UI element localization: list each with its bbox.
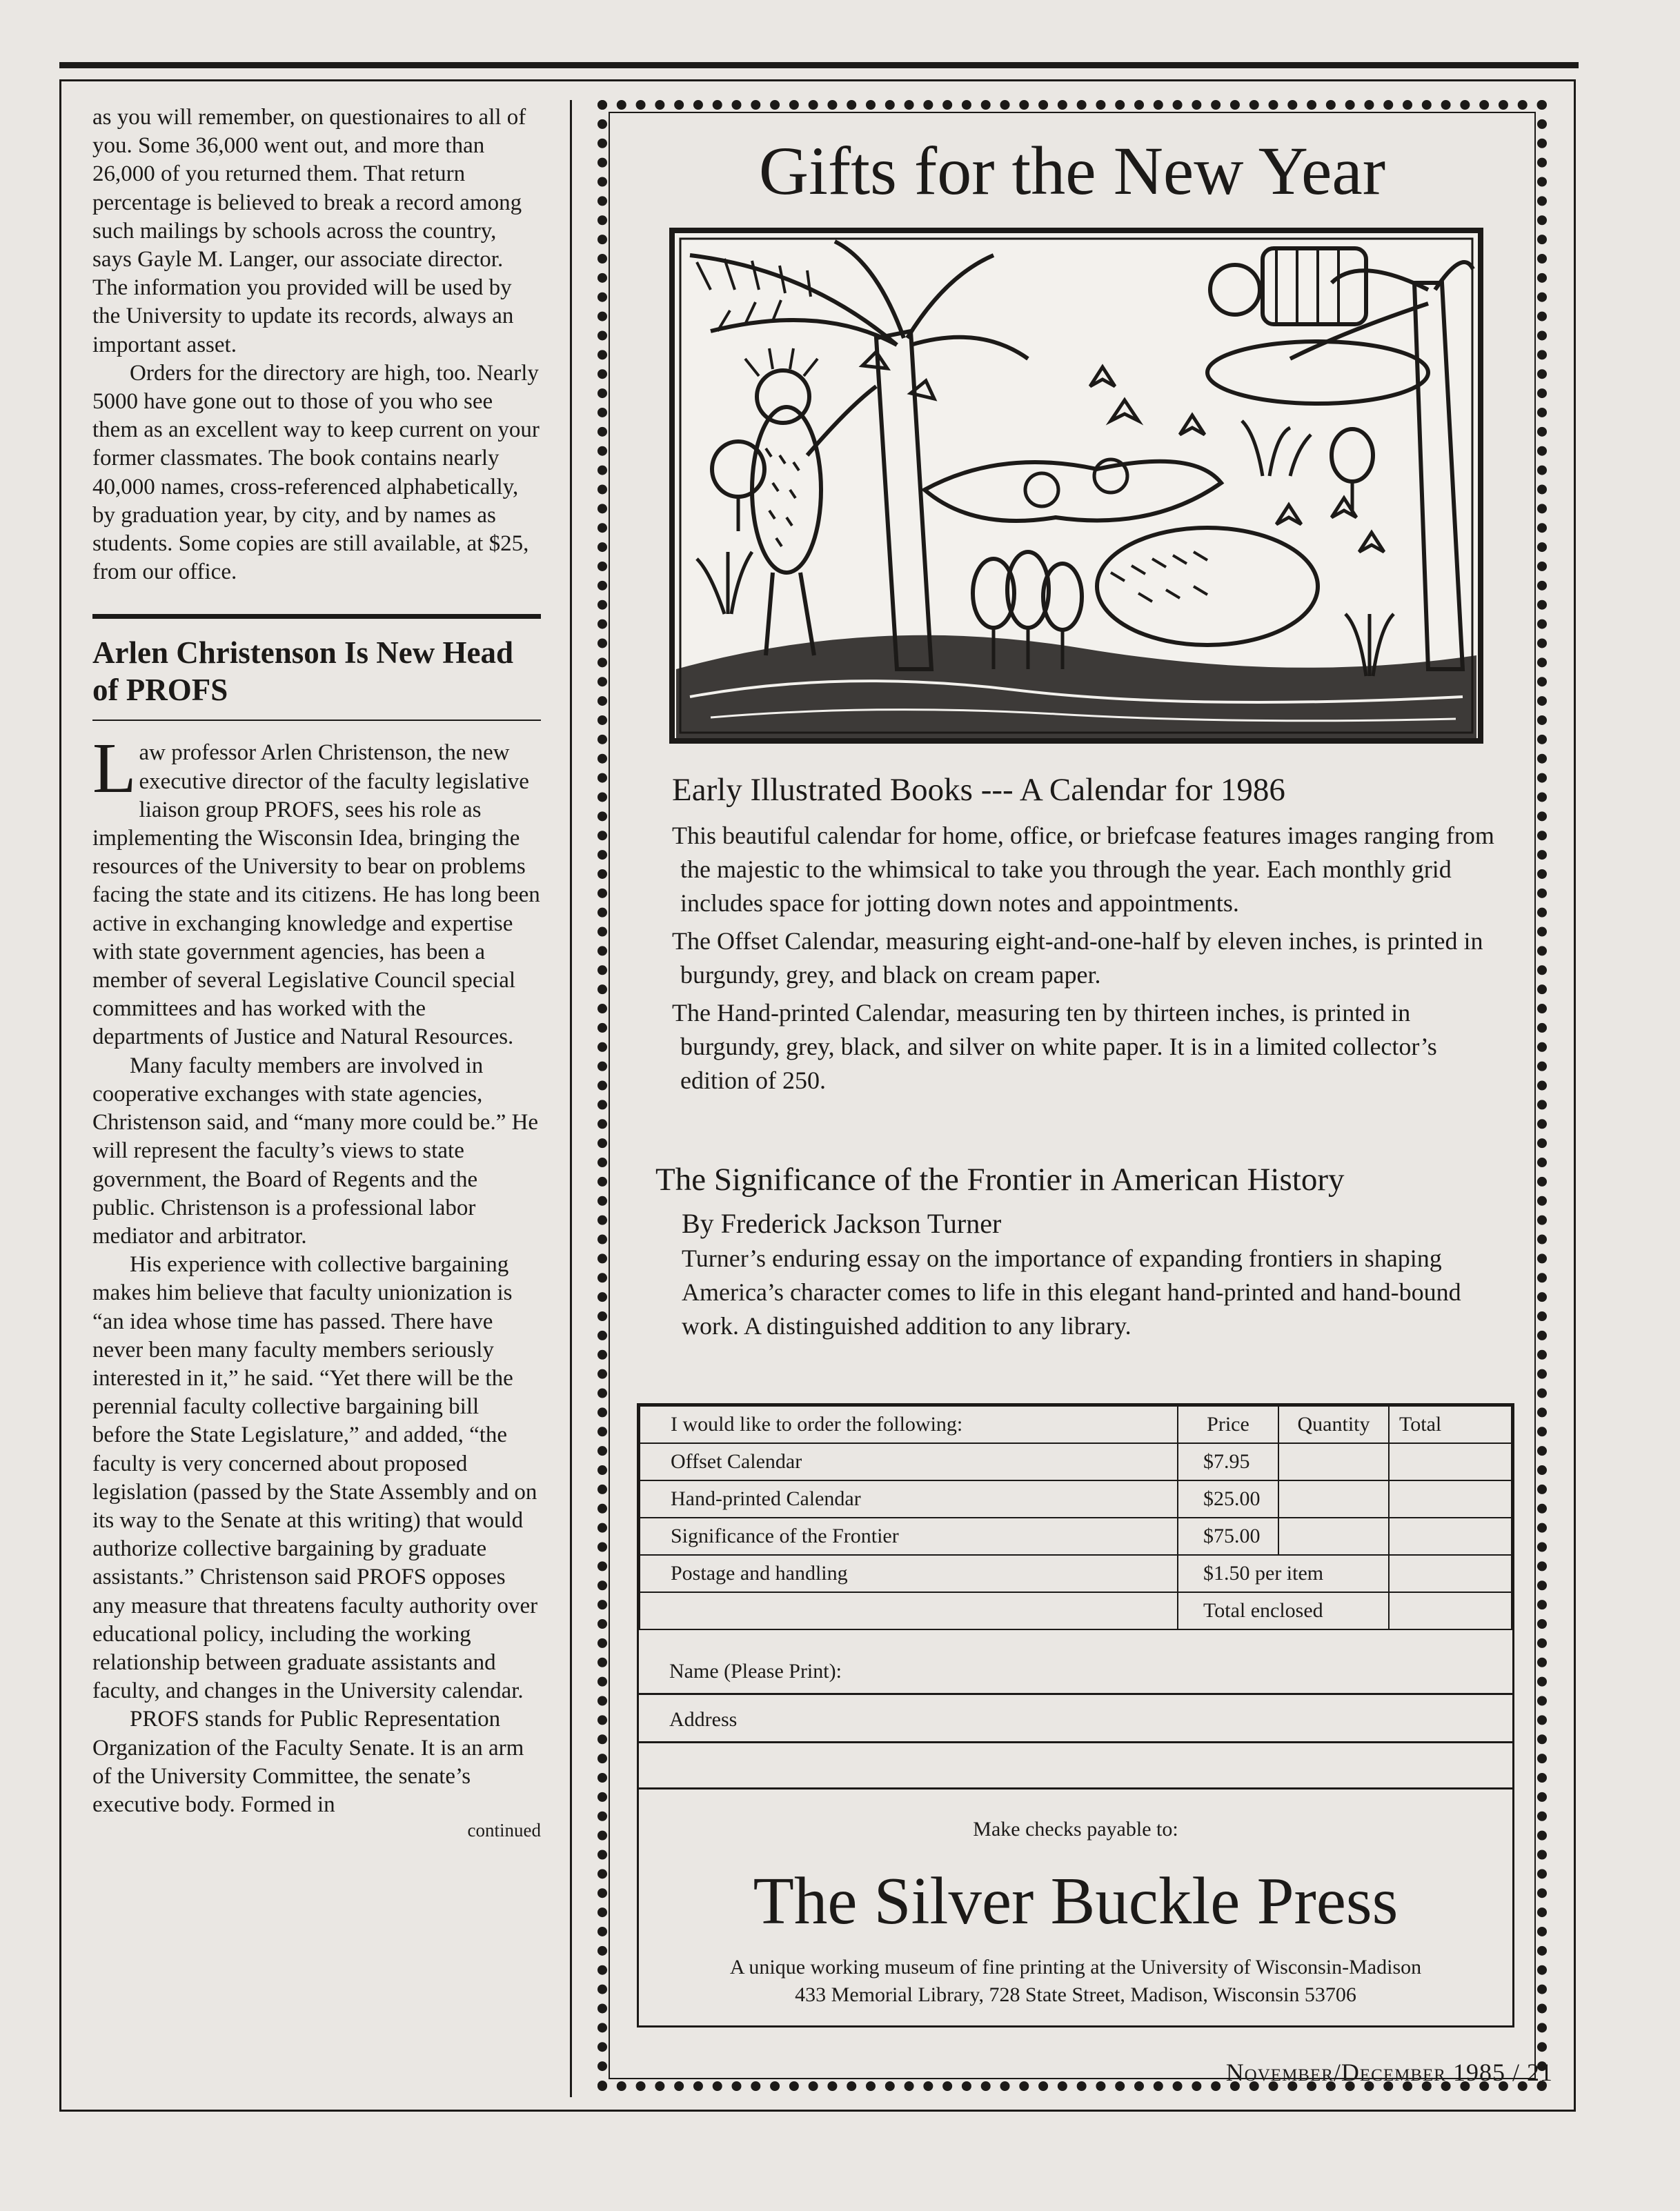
quantity-field[interactable] bbox=[1278, 1518, 1389, 1555]
article-paragraph-2: Many faculty members are involved in cooperative exchanges with state agencies, Christenson said, and “many more could be.” He will represent the faculty’s views to state government, the Board of Regents and the public. Christenson is a professional labor mediator and arbitrator. bbox=[92, 1053, 539, 1249]
total-field[interactable] bbox=[1389, 1518, 1512, 1555]
address-line-2[interactable] bbox=[639, 1743, 1512, 1787]
press-description: A unique working museum of fine printing at the University of Wisconsin-Madison bbox=[729, 1956, 1422, 1979]
order-item: Significance of the Frontier bbox=[640, 1518, 1178, 1555]
order-item-header: I would like to order the following: bbox=[640, 1406, 1178, 1443]
total-field[interactable] bbox=[1389, 1443, 1512, 1480]
order-item: Postage and handling bbox=[640, 1555, 1178, 1592]
name-field[interactable] bbox=[639, 1630, 1512, 1695]
price-header: Price bbox=[1178, 1406, 1278, 1443]
column-divider bbox=[570, 100, 572, 2097]
book-section bbox=[655, 1159, 1504, 1343]
postage-total-field[interactable] bbox=[1389, 1555, 1512, 1592]
order-row-significance-frontier bbox=[640, 1518, 1512, 1555]
left-column bbox=[92, 103, 541, 1841]
press-name: The Silver Buckle Press bbox=[753, 1864, 1399, 1938]
address-field[interactable] bbox=[639, 1695, 1512, 1743]
order-row-offset-calendar bbox=[640, 1443, 1512, 1480]
total-enclosed-field[interactable] bbox=[1389, 1592, 1512, 1629]
top-rule bbox=[59, 62, 1579, 68]
order-price: $7.95 bbox=[1178, 1443, 1278, 1480]
checks-label: Make checks payable to: bbox=[973, 1818, 1178, 1841]
quantity-field[interactable] bbox=[1278, 1443, 1389, 1480]
page-footer bbox=[1226, 2058, 1553, 2087]
issue-date: November/December 1985 bbox=[1225, 2059, 1505, 2086]
headline-rule bbox=[92, 720, 541, 721]
woodcut-illustration bbox=[669, 228, 1483, 744]
postage-price: $1.50 per item bbox=[1178, 1555, 1389, 1592]
address-label: Address bbox=[669, 1708, 738, 1731]
drop-cap: L bbox=[92, 728, 137, 809]
order-header-row bbox=[640, 1406, 1512, 1443]
article-headline: Arlen Christenson Is New Head of PROFS bbox=[92, 635, 514, 708]
article-paragraph-1: Law professor Arlen Christenson, the new executive director of the faculty legislative liaison group PROFS, sees his role as implementing the Wisconsin Idea, bringing the resources of the University to bear on problems facing the state and its citizens. He has long been active in exchanging knowledge and expertise with state government agencies, has been a member of several Legislative Council special committees and has worked with the departments of Justice and Natural Resources. bbox=[92, 728, 540, 1050]
order-price: $75.00 bbox=[1178, 1518, 1278, 1555]
total-header: Total bbox=[1389, 1406, 1512, 1443]
order-row-postage bbox=[640, 1555, 1512, 1592]
press-address: 433 Memorial Library, 728 State Street, Madison, Wisconsin 53706 bbox=[795, 1983, 1356, 2006]
calendar-section bbox=[672, 769, 1500, 1102]
name-label: Name (Please Print): bbox=[669, 1660, 842, 1683]
calendar-paragraph-1: This beautiful calendar for home, office, or briefcase features images ranging from the majestic to the whimsical to take you through the year. Each monthly grid includes space for jotting down notes and appointments. bbox=[672, 822, 1494, 917]
page-number: 21 bbox=[1527, 2059, 1553, 2086]
article-paragraph-4: PROFS stands for Public Representation Organization of the Faculty Senate. It is an arm of the University Committee, the senate’s executive body. Formed in bbox=[92, 1707, 524, 1817]
total-enclosed-label: Total enclosed bbox=[1178, 1592, 1389, 1629]
directory-paragraph: Orders for the directory are high, too. Nearly 5000 have gone out to those of you who see them as an excellent way to keep current on your former classmates. The book contains nearly 40,000 names, cross-referenced alphabetically, by graduation year, by city, and by names as students. Some copies are still available, at $25, from our office. bbox=[92, 360, 540, 585]
order-item: Offset Calendar bbox=[640, 1443, 1178, 1480]
book-author: By Frederick Jackson Turner bbox=[682, 1208, 1002, 1239]
order-table bbox=[639, 1405, 1512, 1630]
order-row-total bbox=[640, 1592, 1512, 1629]
calendar-paragraph-3: The Hand-printed Calendar, measuring ten by thirteen inches, is printed in burgundy, grey, black, and silver on white paper. It is in a limited collector’s edition of 250. bbox=[672, 999, 1437, 1094]
footer-separator: / bbox=[1512, 2059, 1520, 2086]
intro-paragraph: as you will remember, on questionaires to all of you. Some 36,000 went out, and more than 26,000 of you returned them. That return percentage is believed to break a record among such mailings by schools across the country, says Gayle M. Langer, our associate director. The information you provided will be used by the University to update its records, always an important asset. bbox=[92, 105, 526, 357]
book-description: Turner’s enduring essay on the importance of expanding frontiers in shaping America’s character comes to life in this elegant hand-printed and hand-bound work. A distinguished addition to any library. bbox=[682, 1245, 1461, 1340]
continued-label: continued bbox=[467, 1820, 541, 1841]
calendar-paragraph-2: The Offset Calendar, measuring eight-and-one-half by eleven inches, is printed in burgundy, grey, and black on cream paper. bbox=[672, 927, 1483, 989]
section-rule bbox=[92, 614, 541, 619]
order-row-hand-printed-calendar bbox=[640, 1480, 1512, 1518]
quantity-field[interactable] bbox=[1278, 1480, 1389, 1518]
ad-title: Gifts for the New Year bbox=[758, 132, 1386, 209]
order-form bbox=[637, 1403, 1514, 2027]
quantity-header: Quantity bbox=[1278, 1406, 1389, 1443]
calendar-heading: Early Illustrated Books --- A Calendar for 1986 bbox=[672, 772, 1285, 808]
order-price: $25.00 bbox=[1178, 1480, 1278, 1518]
total-field[interactable] bbox=[1389, 1480, 1512, 1518]
book-heading: The Significance of the Frontier in American History bbox=[655, 1162, 1345, 1198]
order-item: Hand-printed Calendar bbox=[640, 1480, 1178, 1518]
payment-footer bbox=[639, 1787, 1512, 2025]
article-paragraph-3: His experience with collective bargaining makes him believe that faculty unionization is “an idea whose time has passed. There have never been many faculty members seriously interested in it,” he said. “Yet there will be the perennial faculty collective bargaining bill before the State Legislature,” and added, “the faculty is very concerned about proposed legislation (passed by the State Assembly and on its way to the Senate at this writing) that would authorize collective bargaining by graduate assistants.” Christenson said PROFS opposes any measure that threatens faculty authority over educational policy, including the working relationship between graduate assistants and faculty, and changes in the University calendar. bbox=[92, 1252, 538, 1704]
